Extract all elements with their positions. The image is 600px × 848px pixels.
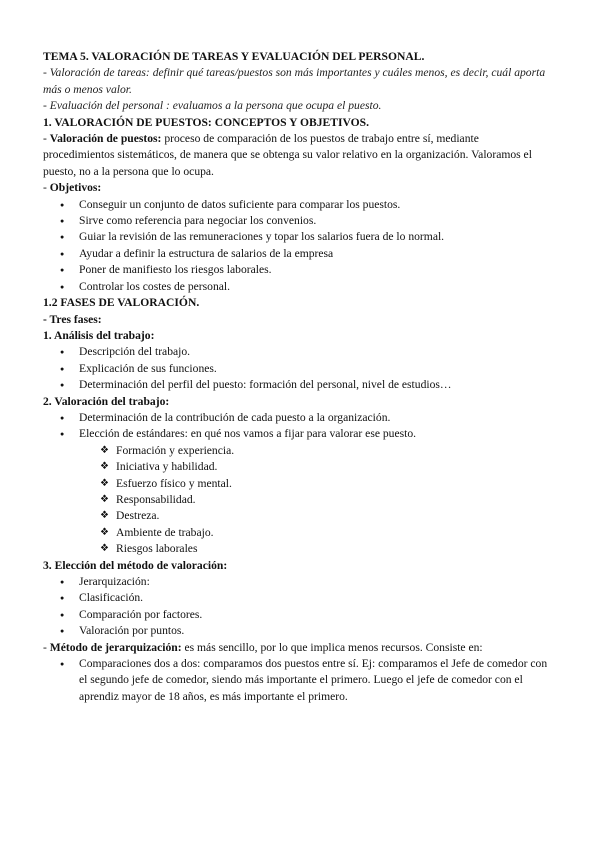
standard-item: ❖ Riesgos laborales — [43, 541, 548, 557]
standards-list — [43, 443, 548, 558]
list-item: ● Ayudar a definir la estructura de salarios de la empresa — [43, 246, 548, 262]
objectives-label-line: - Objetivos: — [43, 181, 102, 195]
objectives-label: Objetivos: — [49, 181, 102, 195]
phase1-list — [43, 344, 548, 393]
list-item: ● Elección de estándares: en qué nos vamos a fijar para valorar ese puesto. — [43, 426, 548, 442]
list-item: ● Sirve como referencia para negociar los convenios. — [43, 213, 548, 229]
phase3-list — [43, 574, 548, 640]
section2-heading: 1.2 FASES DE VALORACIÓN. — [43, 296, 200, 310]
list-item: ● Explicación de sus funciones. — [43, 361, 548, 377]
objectives-list — [43, 197, 548, 295]
list-item: ● Determinación del perfil del puesto: formación del personal, nivel de estudios… — [43, 377, 548, 393]
standard-item: ❖ Formación y experiencia. — [43, 443, 548, 459]
list-item: ● Clasificación. — [43, 590, 548, 606]
standard-item: ❖ Esfuerzo físico y mental. — [43, 476, 548, 492]
document-title: TEMA 5. VALORACIÓN DE TAREAS Y EVALUACIÓN DEL PERSONAL. — [43, 50, 425, 63]
list-item: ● Guiar la revisión de las remuneraciones y topar los salarios fuera de lo normal. — [43, 229, 548, 245]
definition-dash: - — [43, 132, 50, 146]
intro-evaluacion-personal: - Evaluación del personal : evaluamos a la persona que ocupa el puesto. — [43, 99, 382, 113]
method-term: Método de jerarquización: — [49, 640, 182, 654]
standard-item: ❖ Iniciativa y habilidad. — [43, 459, 548, 475]
list-item: ● Comparación por factores. — [43, 607, 548, 623]
method-paragraph: - Método de jerarquización: es más sencillo, por lo que implica menos recursos. Consiste en: — [43, 640, 483, 654]
list-item: ● Valoración por puntos. — [43, 623, 548, 639]
standard-item: ❖ Ambiente de trabajo. — [43, 525, 548, 541]
list-item: ● Conseguir un conjunto de datos suficiente para comparar los puestos. — [43, 197, 548, 213]
definition-text: proceso de comparación de los puestos de trabajo entre sí, mediante procedimientos sistemáticos, de manera que se obtenga su valor relativo en la organización. Valoramos el puesto, no a la persona que lo ocupa. — [43, 132, 532, 178]
list-item: ● Determinación de la contribución de cada puesto a la organización. — [43, 410, 548, 426]
phase3-title: 3. Elección del método de valoración: — [43, 558, 228, 572]
phase1-title: 1. Análisis del trabajo: — [43, 328, 155, 342]
phase2-list — [43, 410, 548, 443]
list-item: ● Descripción del trabajo. — [43, 344, 548, 360]
definition-paragraph — [43, 131, 548, 180]
method-list — [43, 656, 548, 705]
standard-item: ❖ Destreza. — [43, 508, 548, 524]
phases-label: - Tres fases: — [43, 312, 102, 326]
section1-heading: 1. VALORACIÓN DE PUESTOS: CONCEPTOS Y OBJETIVOS. — [43, 115, 369, 129]
standard-item: ❖ Responsabilidad. — [43, 492, 548, 508]
list-item: ● Comparaciones dos a dos: comparamos dos puestos entre sí. Ej: comparamos el Jefe de comedor con el segundo jefe de comedor, siendo más importante el primero. Luego el jefe de comedor con el aprendiz mayor de 18 años, es más importante el primero. — [43, 656, 548, 705]
definition-term: Valoración de puestos: — [49, 132, 162, 146]
method-text: es más sencillo, por lo que implica menos recursos. Consiste en: — [181, 640, 483, 654]
list-item: ● Jerarquización: — [43, 574, 548, 590]
phase2-title: 2. Valoración del trabajo: — [43, 394, 170, 408]
list-item: ● Poner de manifiesto los riesgos laborales. — [43, 262, 548, 278]
list-item: ● Controlar los costes de personal. — [43, 279, 548, 295]
intro-valoracion-tareas: - Valoración de tareas: definir qué tareas/puestos son más importantes y cuáles menos, es decir, cuál aporta más o menos valor. — [43, 66, 546, 96]
